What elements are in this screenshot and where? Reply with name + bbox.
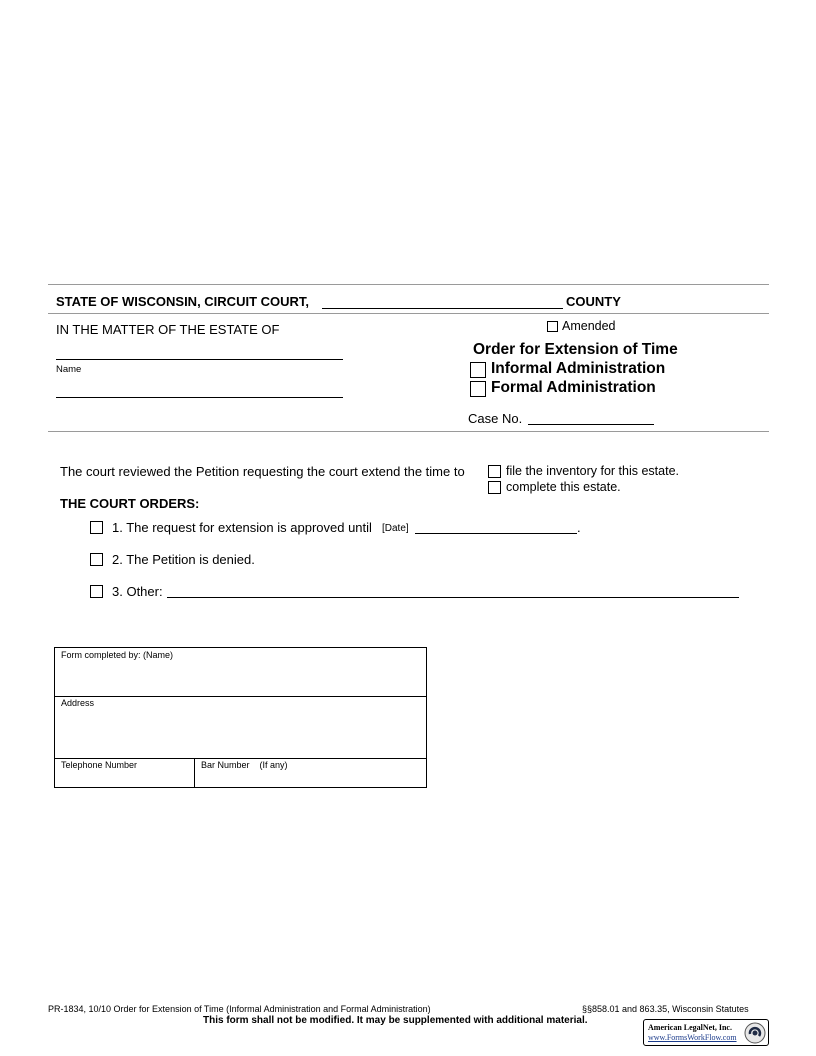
amended-label: Amended <box>562 319 616 333</box>
order-1-checkbox[interactable] <box>90 521 103 534</box>
logo-swirl-icon <box>744 1022 766 1044</box>
telephone-label: Telephone Number <box>61 760 138 770</box>
order-1-end: . <box>577 520 581 535</box>
complete-estate-checkbox[interactable] <box>488 481 501 494</box>
order-1-text: 1. The request for extension is approved until <box>112 520 372 535</box>
informal-administration-checkbox[interactable] <box>470 362 486 378</box>
bar-number-label: Bar Number (If any) <box>201 760 288 770</box>
legalnet-logo <box>643 1019 769 1046</box>
informal-administration-label: Informal Administration <box>491 360 666 377</box>
preparer-info-box <box>54 647 427 788</box>
decedent-name-field[interactable] <box>56 359 343 360</box>
file-inventory-label: file the inventory for this estate. <box>506 464 680 478</box>
case-no-label: Case No. <box>468 411 523 426</box>
completed-by-label: Form completed by: (Name) <box>61 650 174 660</box>
caption-mid-rule <box>48 313 769 314</box>
address-field[interactable] <box>55 696 426 759</box>
form-title: Order for Extension of Time <box>473 341 678 358</box>
logo-line-2: www.FormsWorkFlow.com <box>648 1033 737 1042</box>
county-name-field[interactable] <box>322 308 563 309</box>
order-3-other-field[interactable] <box>167 597 739 598</box>
formal-administration-label: Formal Administration <box>491 379 656 396</box>
form-notice: This form shall not be modified. It may be supplemented with additional material. <box>203 1015 588 1026</box>
order-3-text: 3. Other: <box>112 584 163 599</box>
order-2-text: 2. The Petition is denied. <box>112 552 255 567</box>
estate-matter-label: IN THE MATTER OF THE ESTATE OF <box>56 322 280 337</box>
caption-bottom-rule <box>48 431 769 432</box>
order-2-checkbox[interactable] <box>90 553 103 566</box>
order-3-checkbox[interactable] <box>90 585 103 598</box>
bar-number-field[interactable] <box>195 759 426 787</box>
logo-line-1: American LegalNet, Inc. <box>648 1023 732 1032</box>
reviewed-statement: The court reviewed the Petition requesting the court extend the time to <box>60 464 465 479</box>
statutes: §§858.01 and 863.35, Wisconsin Statutes <box>582 1004 749 1014</box>
amended-checkbox[interactable] <box>547 321 558 332</box>
address-label: Address <box>61 698 95 708</box>
name-label: Name <box>56 364 82 375</box>
completed-by-field[interactable] <box>55 648 426 697</box>
form-id: PR-1834, 10/10 Order for Extension of Time (Informal Administration and Formal Administration) <box>48 1004 431 1014</box>
telephone-field[interactable] <box>55 759 195 787</box>
order-1-date-field[interactable] <box>415 533 577 534</box>
formal-administration-checkbox[interactable] <box>470 381 486 397</box>
file-inventory-checkbox[interactable] <box>488 465 501 478</box>
court-line: STATE OF WISCONSIN, CIRCUIT COURT, <box>56 294 310 309</box>
complete-estate-label: complete this estate. <box>506 480 621 494</box>
caption-top-rule <box>48 284 769 285</box>
county-label: COUNTY <box>566 294 621 309</box>
decedent-name-field-2[interactable] <box>56 397 343 398</box>
order-1-date-hint: [Date] <box>382 523 409 534</box>
case-no-field[interactable] <box>528 424 654 425</box>
orders-heading: THE COURT ORDERS: <box>60 496 200 511</box>
